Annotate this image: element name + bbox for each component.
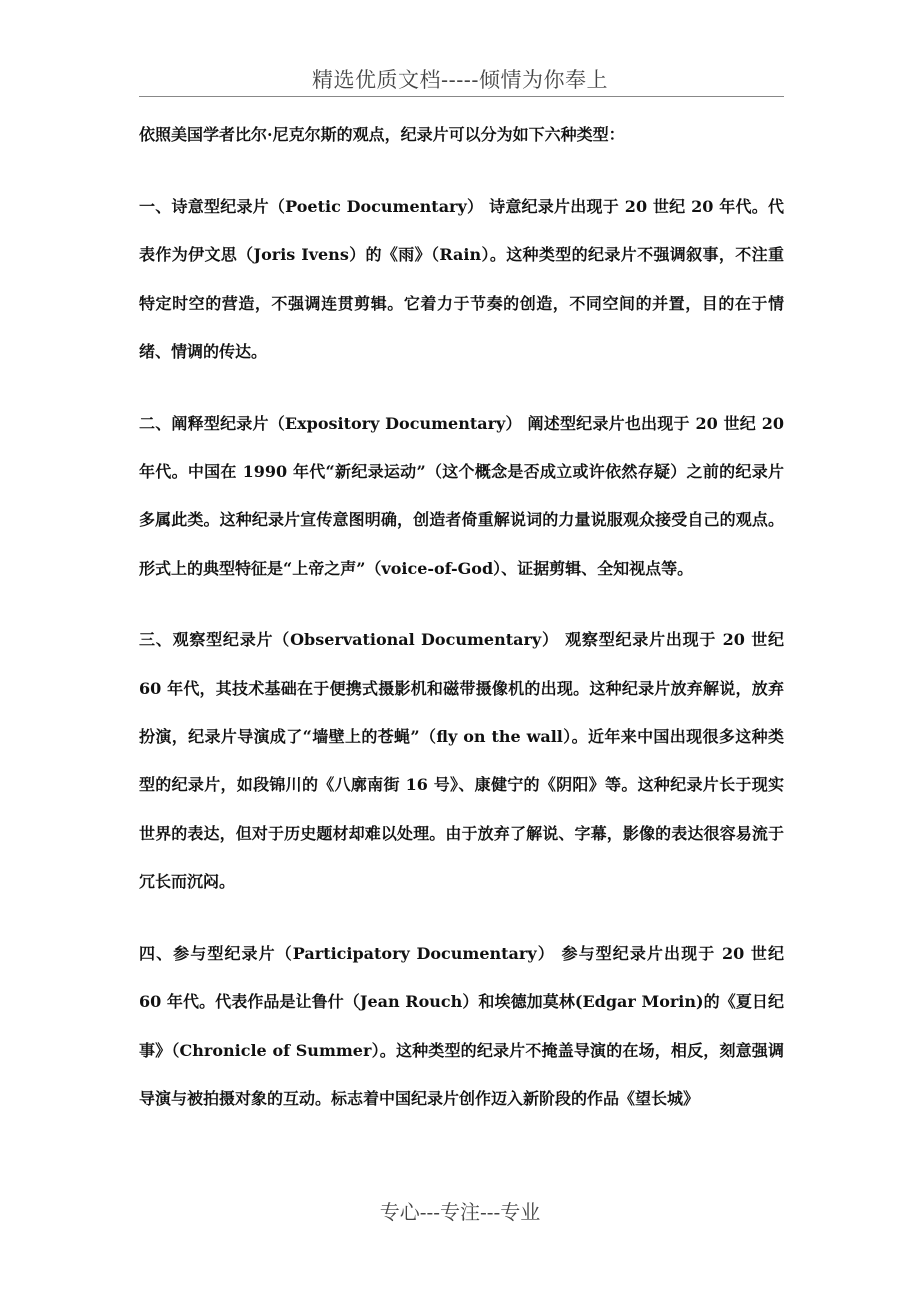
page-header: 精选优质文档-----倾情为你奉上: [312, 68, 608, 92]
section-text: 阐述型纪录片也出现于 20 世纪 20 年代。中国在 1990 年代“新纪录运动”（这个概念是否成立或许依然存疑）之前的纪录片多属此类。这种纪录片宣传意图明确，创造者倚重解说词的力量说服观众接受自己的观点。形式上的典型特征是“上帝之声”（voice-of-God）、证据剪辑、全知视点等。: [139, 413, 784, 578]
section-text: 观察型纪录片出现于 20 世纪 60 年代，其技术基础在于便携式摄影机和磁带摄像机的出现。这种纪录片放弃解说，放弃扮演，纪录片导演成了“墙壁上的苍蝇”（fly on the wall）。近年来中国出现很多这种类型的纪录片，如段锦川的《八廓南街 16 号》、康健宁的《阴阳》等。这种纪录片长于现实世界的表达，但对于历史题材却难以处理。由于放弃了解说、字幕，影像的表达很容易流于冗长而沉闷。: [139, 630, 784, 892]
page-footer: 专心---专注---专业: [379, 1200, 541, 1224]
section-text: 诗意纪录片出现于 20 世纪 20 年代。代表作为伊文思（Joris Ivens）的《雨》（Rain）。这种类型的纪录片不强调叙事，不注重特定时空的营造，不强调连贯剪辑。它着力于节奏的创造，不同空间的并置，目的在于情绪、情调的传达。: [139, 197, 784, 362]
section-heading: 一、诗意型纪录片（Poetic Documentary）: [139, 197, 484, 216]
section-text: 参与型纪录片出现于 20 世纪 60 年代。代表作品是让鲁什（Jean Rouch）和埃德加莫林(Edgar Morin)的《夏日纪事》（Chronicle of Summer）。这种类型的纪录片不掩盖导演的在场，相反，刻意强调导演与被拍摄对象的互动。标志着中国纪录片创作迈入新阶段的作品《望长城》: [139, 943, 784, 1108]
section-heading: 四、参与型纪录片（Participatory Documentary）: [139, 943, 555, 963]
header-divider: [139, 96, 784, 97]
section-poetic: [139, 183, 784, 377]
section-participatory: [139, 930, 784, 1124]
intro-paragraph: 依照美国学者比尔·尼克尔斯的观点，纪录片可以分为如下六种类型：: [139, 125, 625, 144]
section-heading: 二、阐释型纪录片（Expository Documentary）: [139, 413, 522, 433]
section-expository: [139, 400, 784, 594]
document-body: [139, 118, 784, 1146]
section-observational: [139, 616, 784, 906]
section-heading: 三、观察型纪录片（Observational Documentary）: [139, 630, 559, 650]
